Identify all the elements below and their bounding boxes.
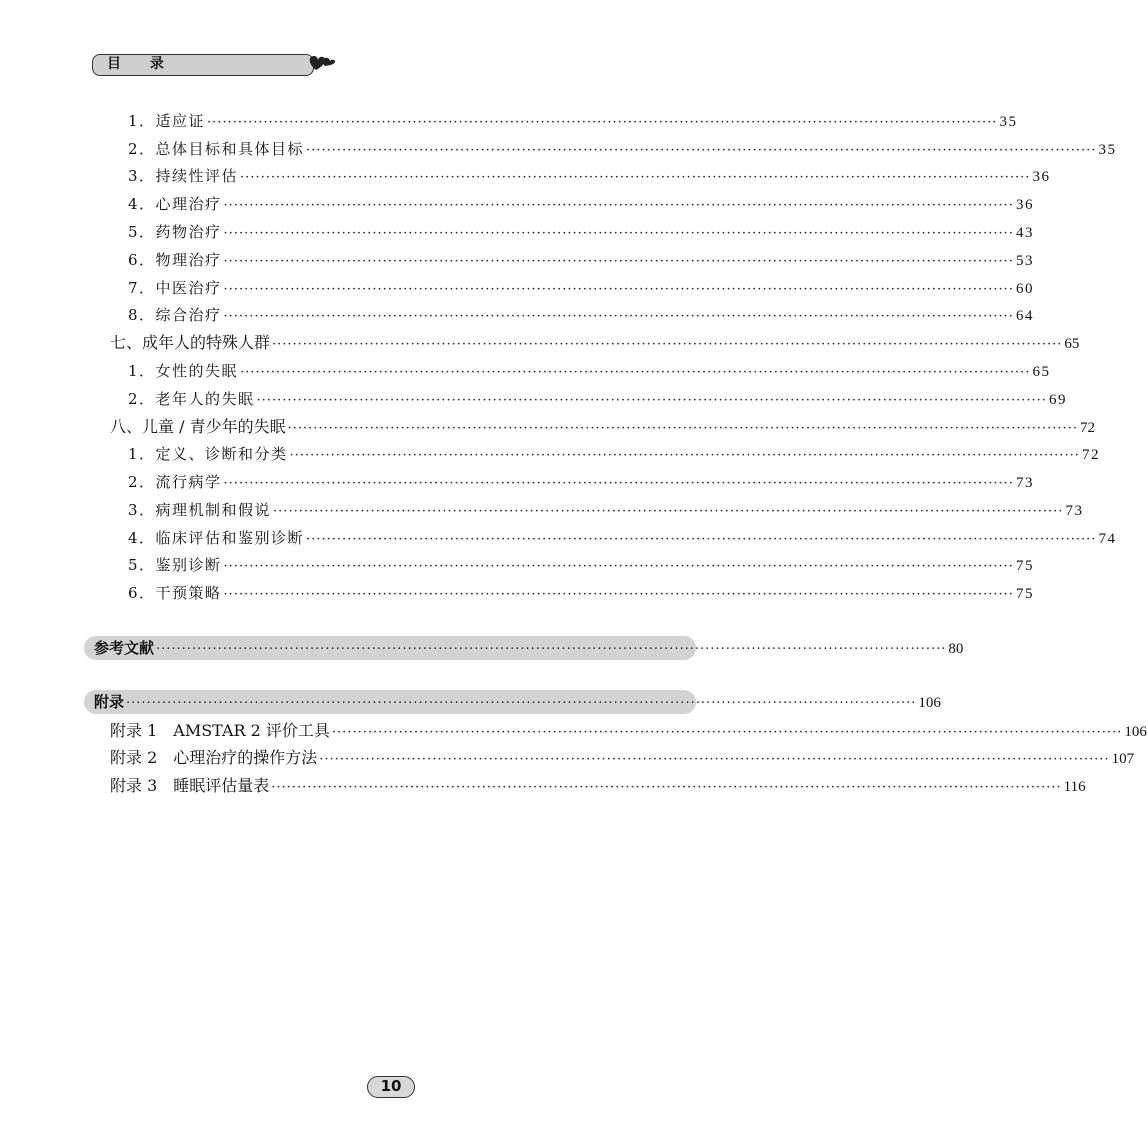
toc-section-label: 八、儿童 / 青少年的失眠	[110, 417, 286, 436]
toc-entry-page: 75	[1015, 586, 1034, 602]
toc-entry-label: 3．病理机制和假说	[128, 501, 272, 519]
toc-entry-page: 35	[999, 114, 1018, 130]
dot-leader: ··························································································································································	[240, 170, 1031, 185]
toc-entry-page: 106	[918, 695, 941, 711]
dot-leader: ··························································································································································	[240, 365, 1031, 380]
dot-leader: ··························································································································································	[223, 309, 1014, 324]
dot-leader: ··························································································································································	[126, 696, 917, 711]
dot-leader: ··························································································································································	[331, 725, 1123, 740]
toc-entry-page: 74	[1098, 531, 1117, 547]
dot-leader: ··························································································································································	[287, 421, 1078, 436]
toc-entry-page: 60	[1015, 281, 1034, 297]
toc-entry[interactable]	[128, 136, 1117, 162]
toc-section[interactable]	[110, 414, 1095, 440]
toc-entry[interactable]	[128, 441, 1100, 467]
toc-entry[interactable]	[128, 497, 1084, 523]
toc-entry-page: 72	[1081, 447, 1100, 463]
toc-entry[interactable]	[128, 525, 1117, 551]
toc-entry[interactable]	[128, 275, 1034, 301]
dot-leader: ··························································································································································	[223, 198, 1014, 213]
toc-entry-label: 1．定义、诊断和分类	[128, 445, 288, 463]
toc-entry-page: 43	[1015, 225, 1034, 241]
toc-entry-label: 附录 3 睡眠评估量表	[110, 776, 270, 795]
toc-entry-label: 1．女性的失眠	[128, 362, 239, 380]
dot-leader: ··························································································································································	[223, 226, 1014, 241]
toc-entry-label: 附录 1 AMSTAR 2 评价工具	[110, 721, 330, 740]
toc-entry-label: 2．流行病学	[128, 473, 222, 491]
dot-leader: ··························································································································································	[223, 559, 1014, 574]
toc-entry[interactable]	[128, 219, 1034, 245]
dot-leader: ··························································································································································	[273, 504, 1064, 519]
dot-leader: ··························································································································································	[272, 337, 1063, 352]
toc-entry-label: 附录 2 心理治疗的操作方法	[110, 748, 318, 767]
toc-entry-label: 3．持续性评估	[128, 167, 239, 185]
toc-chapter-appendix[interactable]	[84, 690, 941, 714]
toc-entry[interactable]	[110, 718, 1147, 744]
toc-entry-label: 2．老年人的失眠	[128, 390, 255, 408]
toc-entry[interactable]	[128, 580, 1034, 606]
dot-leader: ··························································································································································	[223, 476, 1014, 491]
toc-entry-page: 35	[1098, 142, 1117, 158]
toc-entry-page: 65	[1032, 364, 1051, 380]
dot-leader: ··························································································································································	[306, 532, 1097, 547]
toc-entry-label: 7．中医治疗	[128, 279, 222, 297]
toc-entry[interactable]	[110, 745, 1135, 771]
toc-entry[interactable]	[128, 386, 1067, 412]
dot-leader: ··························································································································································	[207, 115, 998, 130]
toc-entry-label: 6．物理治疗	[128, 251, 222, 269]
toc-entry[interactable]	[128, 302, 1034, 328]
toc-entry[interactable]	[128, 358, 1051, 384]
toc-entry-page: 80	[948, 641, 964, 657]
toc-entry-label: 1．适应证	[128, 112, 206, 130]
toc-entry-page: 36	[1032, 169, 1051, 185]
dot-leader: ··························································································································································	[319, 752, 1110, 767]
toc-entry-page: 64	[1015, 308, 1034, 324]
toc-entry[interactable]	[110, 773, 1086, 799]
toc-entry-label: 5．药物治疗	[128, 223, 222, 241]
page-number	[367, 1076, 415, 1098]
section-header-tab	[92, 54, 314, 76]
toc-entry-label: 6．干预策略	[128, 584, 222, 602]
toc-section[interactable]	[110, 330, 1080, 356]
toc-entry[interactable]	[128, 163, 1051, 189]
dot-leader: ··························································································································································	[289, 448, 1080, 463]
dot-leader: ··························································································································································	[271, 780, 1062, 795]
toc-entry[interactable]	[128, 108, 1018, 134]
toc-entry[interactable]	[128, 552, 1034, 578]
toc-entry-page: 73	[1015, 475, 1034, 491]
header-title: 目 录	[107, 56, 176, 72]
dot-leader: ··························································································································································	[223, 282, 1014, 297]
toc-chapter-label: 参考文献	[94, 639, 155, 657]
dot-leader: ··························································································································································	[156, 642, 947, 657]
dot-leader: ··························································································································································	[223, 254, 1014, 269]
toc-entry-page: 53	[1015, 253, 1034, 269]
toc-entry-page: 107	[1111, 751, 1135, 767]
dot-leader: ··························································································································································	[306, 143, 1097, 158]
toc-entry[interactable]	[128, 191, 1034, 217]
heart-icon	[306, 50, 338, 78]
toc-entry-page: 75	[1015, 558, 1034, 574]
toc-entry-label: 2．总体目标和具体目标	[128, 140, 305, 158]
toc-entry-label: 5．鉴别诊断	[128, 556, 222, 574]
toc-entry-page: 65	[1064, 336, 1080, 352]
toc-section-label: 七、成年人的特殊人群	[110, 333, 271, 352]
toc-chapter-references[interactable]	[84, 636, 964, 660]
toc-entry-page: 72	[1079, 420, 1095, 436]
toc-entry-page: 36	[1015, 197, 1034, 213]
toc-entry[interactable]	[128, 469, 1034, 495]
toc-entry[interactable]	[128, 247, 1034, 273]
toc-entry-page: 106	[1124, 724, 1147, 740]
toc-chapter-label: 附录	[94, 693, 125, 711]
toc-entry-page: 116	[1063, 779, 1086, 795]
toc-entry-page: 69	[1048, 392, 1067, 408]
toc-entry-page: 73	[1065, 503, 1084, 519]
dot-leader: ··························································································································································	[223, 587, 1014, 602]
toc-entry-label: 8．综合治疗	[128, 306, 222, 324]
toc-entry-label: 4．临床评估和鉴别诊断	[128, 529, 305, 547]
toc-entry-label: 4．心理治疗	[128, 195, 222, 213]
page-number-value: 10	[380, 1077, 402, 1095]
dot-leader: ··························································································································································	[256, 393, 1047, 408]
